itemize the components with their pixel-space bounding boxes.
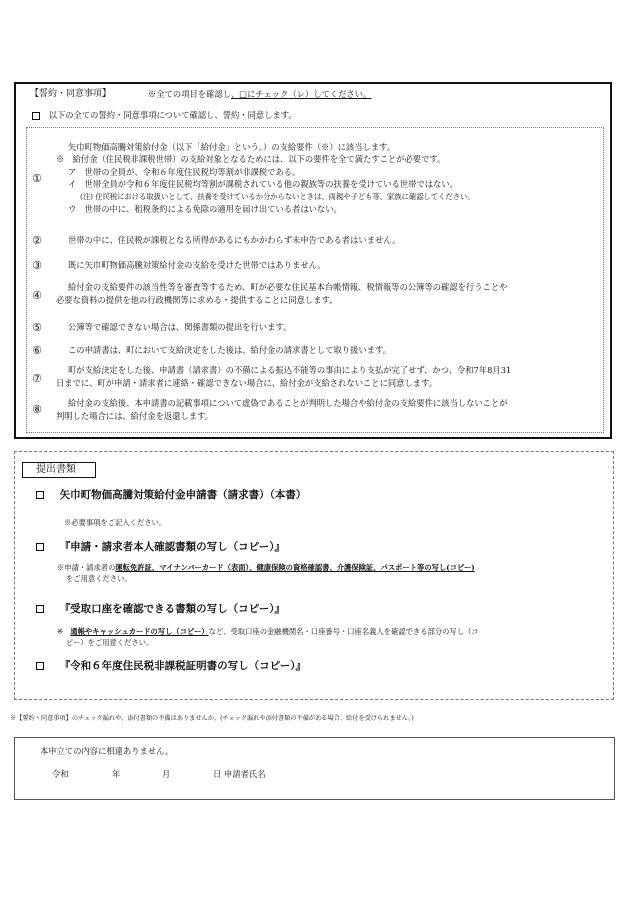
year-label: 年 [112,769,121,779]
item-number-7: ⑦ [32,372,42,385]
doc-2-checkbox[interactable] [36,543,44,551]
doc-3-note: ※ 通帳やキャッシュカードの写し（コピー）など、受取口座の金融機関名・口座番号・口座名義人を確認できる部分の写し（コ [57,627,479,636]
footnote: ※【誓約・同意事項】のチェック漏れや、添付書類の不備はありませんか。(チェック漏れや添付書類の不備がある場合、給付を受けられません。) [10,715,414,722]
doc-1-note: ※必要事項をご記入ください。 [64,518,167,527]
doc-2-note: ※申請・請求者の運転免許証、マイナンバーカード（表面）、健康保険の資格確認書、介護保険証、パスポート等の写し(コピー) [57,563,475,572]
item-4-line-2: 必要な資料の提供を他の行政機関等に求める・提供することに同意します。 [56,295,338,305]
doc-2-title: 『申請・請求者本人確認書類の写し（コピー）』 [59,541,285,553]
item-number-5: ⑤ [32,321,42,334]
doc-2-note-line-2: をご用意ください。 [66,574,132,583]
doc-3-note-line-2: ピー）をご用意ください。 [66,638,154,647]
item-7-line-2: 日までに、町が申請・請求者に連絡・確認できない場合に、給付金が支給されないことに同意します。 [56,378,437,388]
item-2-line-1: 世帯の中に、住民税が課税となる所得があるにもかかわらず未申告である者はいません。 [68,235,401,245]
submission-docs-tab [22,462,96,478]
agree-all-label: 以下の全ての誓約・同意事項について確認し、誓約・同意します。 [48,110,297,120]
doc-3-checkbox[interactable] [36,605,44,613]
item-1-line-3: ア 世帯の全員が、令和６年度住民税均等割が非課税である。 [68,167,301,177]
item-1-line-2: ※ 給付金（住民税非課税世帯）の支給対象となるためには、以下の要件を全て満たすことが必要です。 [56,154,446,164]
item-3-line-1: 既に矢巾町物価高騰対策給付金の支給を受けた世帯ではありません。 [68,260,326,270]
consent-instruction: ※全ての項目を確認し、□にチェック（レ）してください。 [148,89,372,99]
doc-3-row[interactable] [36,603,285,616]
doc-4-checkbox[interactable] [36,662,44,670]
item-1-line-1: 矢巾町物価高騰対策給付金（以下「給付金」という。）の支給要件（※）に該当します。 [68,142,396,152]
agree-all-row[interactable] [32,111,297,121]
item-number-2: ② [32,234,42,247]
item-7-line-1: 町が支給決定をした後、申請書（請求書）の不備による振込不能等の事由により支払が完了せず、かつ、令和7年8月31 [68,365,512,375]
applicant-name-label: 申請者氏名 [224,769,266,779]
doc-1-row[interactable] [36,489,306,502]
item-8-line-2: 判明した場合には、給付金を返還します。 [56,411,213,421]
item-number-3: ③ [32,259,42,272]
month-label: 月 [162,769,171,779]
item-number-4: ④ [32,289,42,302]
consent-heading: 【誓約・同意事項】 [30,89,112,99]
item-1-line-5: (注) 住民税における取扱いとして、扶養を受けているか分からないときは、両親や子ども等、家族に確認してください。 [80,192,475,201]
declaration-statement: 本申立ての内容に相違ありません。 [40,746,174,756]
item-number-6: ⑥ [32,344,42,357]
doc-1-checkbox[interactable] [36,491,44,499]
item-6-line-1: この申請書は、町において支給決定をした後は、給付金の請求書として取り扱います。 [68,345,391,355]
item-4-line-1: 給付金の支給要件の該当性等を審査等するため、町が必要な住民基本台帳情報、税情報等の公簿等の確認を行うことや [68,282,508,292]
agree-all-checkbox[interactable] [32,112,40,120]
doc-4-title: 『令和６年度住民税非課税証明書の写し（コピー）』 [59,660,306,672]
item-1-line-6: ウ 世帯の中に、租税条約による免除の適用を届け出ている者はいない。 [68,204,342,214]
day-label: 日 [213,769,222,779]
item-1-line-4: イ 世帯全員が令和６年度住民税均等割が課税されている他の親族等の扶養を受けている世帯ではない。 [68,179,458,189]
doc-4-row[interactable] [36,660,306,673]
doc-2-row[interactable] [36,541,285,554]
doc-3-title: 『受取口座を確認できる書類の写し（コピー）』 [59,603,285,615]
item-5-line-1: 公簿等で確認できない場合は、関係書類の提出を行います。 [68,322,292,332]
item-number-8: ⑧ [32,403,42,416]
date-era: 令和 [52,769,69,779]
doc-1-title: 矢巾町物価高騰対策給付金申請書（請求書）（本書） [59,489,307,501]
submission-docs-tab-label: 提出書類 [36,464,76,475]
item-number-1: ① [32,172,42,185]
item-8-line-1: 給付金の支給後、本申請書の記載事項について虚偽であることが判明した場合や給付金の支給要件に該当しないことが [68,398,508,408]
